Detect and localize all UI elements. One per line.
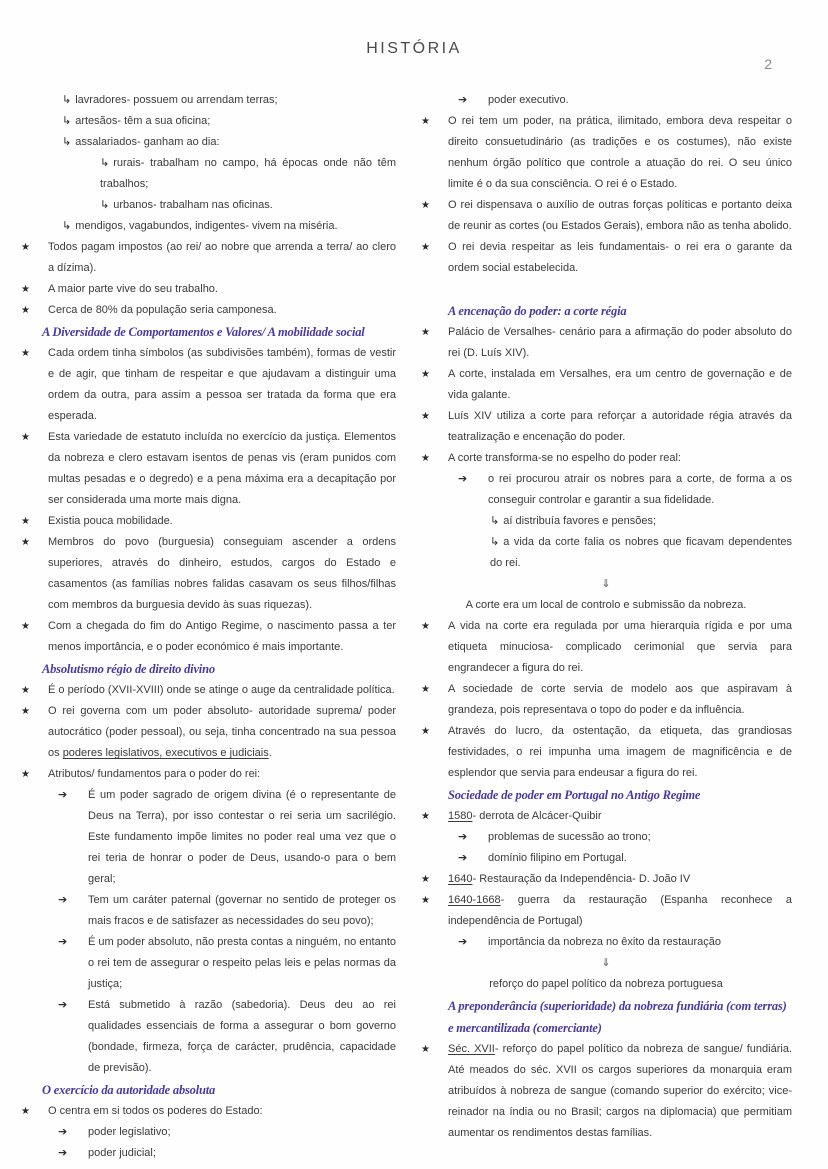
item-text: É um poder absoluto, não presta contas a ninguém, no entanto o rei tem de assegurar o respeito pelas leis e pelas normas da justiça; xyxy=(88,936,396,990)
item-text xyxy=(48,705,396,759)
star-bullet-icon: ★ xyxy=(21,242,30,253)
list-item xyxy=(420,806,792,827)
arrow-bullet-icon: ➔ xyxy=(58,999,68,1011)
item-text: Membros do povo (burguesia) conseguiam ascender a ordens superiores, através do dinheiro, estudos, cargos do Estado e casamentos (as famílias nobres falidas casavam os seus filhos/filhas com membros da burguesia devido às suas riquezas). xyxy=(48,536,396,611)
item-text: É um poder sagrado de origem divina (é o representante de Deus na Terra), por isso contestar o rei seria um sacrilégio. Este fundamento impõe limites no poder real uma vez que o rei teria de honrar o poder de Deus, usando-o para o bem geral; xyxy=(88,789,396,885)
section-heading: O exercício da autoridade absoluta xyxy=(42,1083,216,1097)
list-item xyxy=(420,469,792,511)
star-bullet-icon: ★ xyxy=(21,706,30,717)
underlined-term: Séc. XVII xyxy=(448,1043,495,1055)
text-run: . xyxy=(268,747,272,759)
item-text: Esta variedade de estatuto incluída no exercício da justiça. Elementos da nobreza e clero estavam isentos de penas vis (eram punidos com multas pesadas e o degredo) e a pena máxima era a decapitação por ser considerada uma morte mais digna. xyxy=(48,431,396,506)
star-bullet-icon: ★ xyxy=(421,726,430,737)
item-text: O rei tem um poder, na prática, ilimitado, embora deva respeitar o direito consuetudinário (as tradições e os costumes), não existe nenhum órgão político que controle a atuação do rei. O seu único limite é o da sua consciência. O rei é o Estado. xyxy=(448,115,792,190)
hook-bullet-icon: ↳ xyxy=(62,115,72,127)
item-text: poder judicial; xyxy=(88,1147,156,1159)
item-text: lavradores- possuem ou arrendam terras; xyxy=(75,94,278,106)
arrow-bullet-icon: ➔ xyxy=(458,852,468,864)
list-item xyxy=(20,90,396,111)
list-item xyxy=(420,90,792,111)
left-column xyxy=(20,90,396,1164)
star-bullet-icon: ★ xyxy=(21,769,30,780)
item-text: A corte transforma-se no espelho do poder real: xyxy=(448,452,681,464)
list-item xyxy=(20,237,396,279)
list-item xyxy=(20,764,396,785)
list-item xyxy=(20,1101,396,1122)
list-item xyxy=(420,322,792,364)
star-bullet-icon: ★ xyxy=(421,1044,430,1055)
text-run: - derrota de Alcácer-Quibir xyxy=(472,810,602,822)
star-bullet-icon: ★ xyxy=(421,453,430,464)
item-text: Através do lucro, da ostentação, da etiqueta, das grandiosas festividades, o rei impunha uma imagem de magnificência e de esplendor que servia para endeusar a figura do rei. xyxy=(448,725,792,779)
list-item xyxy=(420,890,792,932)
star-bullet-icon: ★ xyxy=(21,305,30,316)
list-item xyxy=(20,680,396,701)
list-item xyxy=(420,511,792,532)
section-heading: Absolutismo régio de direito divino xyxy=(42,662,215,676)
item-text: domínio filipino em Portugal. xyxy=(488,852,627,864)
item-text xyxy=(448,810,601,822)
item-text: Cerca de 80% da população seria camponesa. xyxy=(48,304,277,316)
item-text: O centra em si todos os poderes do Estado: xyxy=(48,1105,263,1117)
centered-note: reforço do papel político da nobreza portuguesa xyxy=(489,978,723,990)
item-text: Palácio de Versalhes- cenário para a afirmação do poder absoluto do rei (D. Luís XIV). xyxy=(448,326,792,359)
list-item xyxy=(20,216,396,237)
star-bullet-icon: ★ xyxy=(421,411,430,422)
list-item xyxy=(20,279,396,300)
page-title: HISTÓRIA xyxy=(366,40,462,57)
list-item xyxy=(20,153,396,195)
list-item xyxy=(420,195,792,237)
star-bullet-icon: ★ xyxy=(21,537,30,548)
list-item xyxy=(20,785,396,890)
hook-bullet-icon: ↳ xyxy=(62,94,72,106)
item-text: problemas de sucessão ao trono; xyxy=(488,831,651,843)
item-text xyxy=(448,894,792,927)
list-item xyxy=(20,995,396,1079)
list-item xyxy=(420,848,792,869)
hook-bullet-icon: ↳ xyxy=(490,515,500,527)
list-item xyxy=(20,111,396,132)
list-item xyxy=(420,364,792,406)
item-text: o rei procurou atrair os nobres para a corte, de forma a os conseguir controlar e garantir a sua fidelidade. xyxy=(488,473,792,506)
star-bullet-icon: ★ xyxy=(421,811,430,822)
blank-line xyxy=(420,279,792,300)
star-bullet-icon: ★ xyxy=(21,284,30,295)
item-text: assalariados- ganham ao dia: xyxy=(75,136,220,148)
section-heading: Sociedade de poder em Portugal no Antigo Regime xyxy=(448,788,701,802)
down-arrow-icon: ⇓ xyxy=(601,578,611,590)
section-heading: A preponderância (superioridade) da nobreza fundiária (com terras) e mercantilizada (comerciante) xyxy=(448,999,787,1035)
star-bullet-icon: ★ xyxy=(421,874,430,885)
star-bullet-icon: ★ xyxy=(421,116,430,127)
item-text: O rei devia respeitar as leis fundamentais- o rei era o garante da ordem social estabelecida. xyxy=(448,241,792,274)
arrow-bullet-icon: ➔ xyxy=(458,831,468,843)
item-text: rurais- trabalham no campo, há épocas onde não têm trabalhos; xyxy=(100,157,396,190)
text-run: - reforço do papel político da nobreza de sangue/ fundiária. Até meados do séc. XVII os cargos superiores da monarquia eram atribuídos à nobreza de sangue (comando superior do exército; vice-reinador na índia ou no Brasil; cargos na diplomacia) que permitiam aumentar os rendimentos destas famílias. xyxy=(448,1043,792,1139)
item-text: artesãos- têm a sua oficina; xyxy=(75,115,211,127)
item-text: Atributos/ fundamentos para o poder do rei: xyxy=(48,768,261,780)
item-text: mendigos, vagabundos, indigentes- vivem na miséria. xyxy=(75,220,338,232)
hook-bullet-icon: ↳ xyxy=(100,157,110,169)
item-text: Está submetido à razão (sabedoria). Deus deu ao rei qualidades essenciais de forma a assegurar o bom governo (bondade, firmeza, força de carácter, prudência, capacidade de previsão). xyxy=(88,999,396,1074)
star-bullet-icon: ★ xyxy=(421,369,430,380)
item-text: O rei dispensava o auxílio de outras forças políticas e portanto deixa de reunir as cortes (ou Estados Gerais), embora não as tenha abolido. xyxy=(448,199,792,232)
list-item xyxy=(20,932,396,995)
star-bullet-icon: ★ xyxy=(421,242,430,253)
arrow-bullet-icon: ➔ xyxy=(458,473,468,485)
item-text: Luís XIV utiliza a corte para reforçar a autoridade régia através da teatralização e encenação do poder. xyxy=(448,410,792,443)
star-bullet-icon: ★ xyxy=(21,348,30,359)
list-item xyxy=(420,616,792,679)
hook-bullet-icon: ↳ xyxy=(62,136,72,148)
star-bullet-icon: ★ xyxy=(421,684,430,695)
underlined-term: 1580 xyxy=(448,810,473,822)
arrow-bullet-icon: ➔ xyxy=(58,1126,68,1138)
list-item xyxy=(20,343,396,427)
item-text xyxy=(448,873,690,885)
list-item xyxy=(20,132,396,153)
item-text: poder executivo. xyxy=(488,94,569,106)
list-item xyxy=(420,869,792,890)
list-item xyxy=(20,701,396,764)
star-bullet-icon: ★ xyxy=(21,621,30,632)
list-item xyxy=(20,1122,396,1143)
arrow-bullet-icon: ➔ xyxy=(58,789,68,801)
star-bullet-icon: ★ xyxy=(421,621,430,632)
list-item xyxy=(20,616,396,658)
hook-bullet-icon: ↳ xyxy=(62,220,72,232)
list-item xyxy=(420,406,792,448)
item-text: aí distribuía favores e pensões; xyxy=(503,515,657,527)
list-item xyxy=(420,532,792,574)
item-text: Todos pagam impostos (ao rei/ ao nobre que arrenda a terra/ ao clero a dízima). xyxy=(48,241,396,274)
item-text: importância da nobreza no êxito da restauração xyxy=(488,936,721,948)
page-number: 2 xyxy=(764,56,772,72)
underlined-term: poderes legislativos, executivos e judiciais xyxy=(62,747,269,759)
list-item xyxy=(420,111,792,195)
underlined-term: 1640 xyxy=(448,873,473,885)
star-bullet-icon: ★ xyxy=(21,516,30,527)
list-item xyxy=(20,427,396,511)
star-bullet-icon: ★ xyxy=(421,200,430,211)
list-item xyxy=(20,195,396,216)
arrow-bullet-icon: ➔ xyxy=(458,94,468,106)
item-text: poder legislativo; xyxy=(88,1126,171,1138)
list-item xyxy=(20,532,396,616)
list-item xyxy=(20,511,396,532)
item-text xyxy=(448,1043,792,1139)
arrow-bullet-icon: ➔ xyxy=(58,936,68,948)
arrow-bullet-icon: ➔ xyxy=(58,1147,68,1159)
text-run: - Restauração da Independência- D. João IV xyxy=(472,873,691,885)
list-item xyxy=(420,679,792,721)
item-text: a vida da corte falia os nobres que ficavam dependentes do rei. xyxy=(490,536,792,569)
star-bullet-icon: ★ xyxy=(421,895,430,906)
item-text: A vida na corte era regulada por uma hierarquia rígida e por uma etiqueta minuciosa- complicado cerimonial que servia para engrandecer a figura do rei. xyxy=(448,620,792,674)
item-text: É o período (XVII-XVIII) onde se atinge o auge da centralidade política. xyxy=(48,684,395,696)
item-text: Existia pouca mobilidade. xyxy=(48,515,173,527)
item-text: A corte, instalada em Versalhes, era um centro de governação e de vida galante. xyxy=(448,368,792,401)
right-column xyxy=(420,90,792,1144)
item-text: A sociedade de corte servia de modelo aos que aspiravam à grandeza, pois representava o topo do poder e da influência. xyxy=(448,683,792,716)
down-arrow-icon: ⇓ xyxy=(601,957,611,969)
arrow-bullet-icon: ➔ xyxy=(58,894,68,906)
arrow-bullet-icon: ➔ xyxy=(458,936,468,948)
centered-note: A corte era um local de controlo e submissão da nobreza. xyxy=(465,599,747,611)
star-bullet-icon: ★ xyxy=(21,685,30,696)
item-text: Com a chegada do fim do Antigo Regime, o nascimento passa a ter menos importância, e o poder económico é mais importante. xyxy=(48,620,396,653)
list-item xyxy=(420,1039,792,1144)
underlined-term: 1640-1668 xyxy=(448,894,501,906)
hook-bullet-icon: ↳ xyxy=(100,199,110,211)
text-run: - guerra da restauração (Espanha reconhece a independência de Portugal) xyxy=(448,894,792,927)
star-bullet-icon: ★ xyxy=(21,432,30,443)
list-item xyxy=(20,1143,396,1164)
list-item xyxy=(420,932,792,953)
list-item xyxy=(20,890,396,932)
star-bullet-icon: ★ xyxy=(421,327,430,338)
hook-bullet-icon: ↳ xyxy=(490,536,500,548)
section-heading: A encenação do poder: a corte régia xyxy=(448,304,627,318)
star-bullet-icon: ★ xyxy=(21,1106,30,1117)
text-run: O rei governa com um poder absoluto- autoridade suprema/ poder autocrático (poder pessoal), ou seja, tinha concentrado na sua pessoa os xyxy=(48,705,396,759)
list-item xyxy=(420,721,792,784)
item-text: Tem um caráter paternal (governar no sentido de proteger os mais fracos e de satisfazer as necessidades do seu povo); xyxy=(88,894,396,927)
list-item xyxy=(420,827,792,848)
list-item xyxy=(420,448,792,469)
section-heading: A Diversidade de Comportamentos e Valores/ A mobilidade social xyxy=(42,325,365,339)
item-text: A maior parte vive do seu trabalho. xyxy=(48,283,218,295)
item-text: urbanos- trabalham nas oficinas. xyxy=(113,199,273,211)
list-item xyxy=(420,237,792,279)
list-item xyxy=(20,300,396,321)
item-text: Cada ordem tinha símbolos (as subdivisões também), formas de vestir e de agir, que tinham de respeitar e que ajudavam a distinguir uma ordem da outra, para assim a pessoa ser tratada da forma que era esperada. xyxy=(48,347,396,422)
